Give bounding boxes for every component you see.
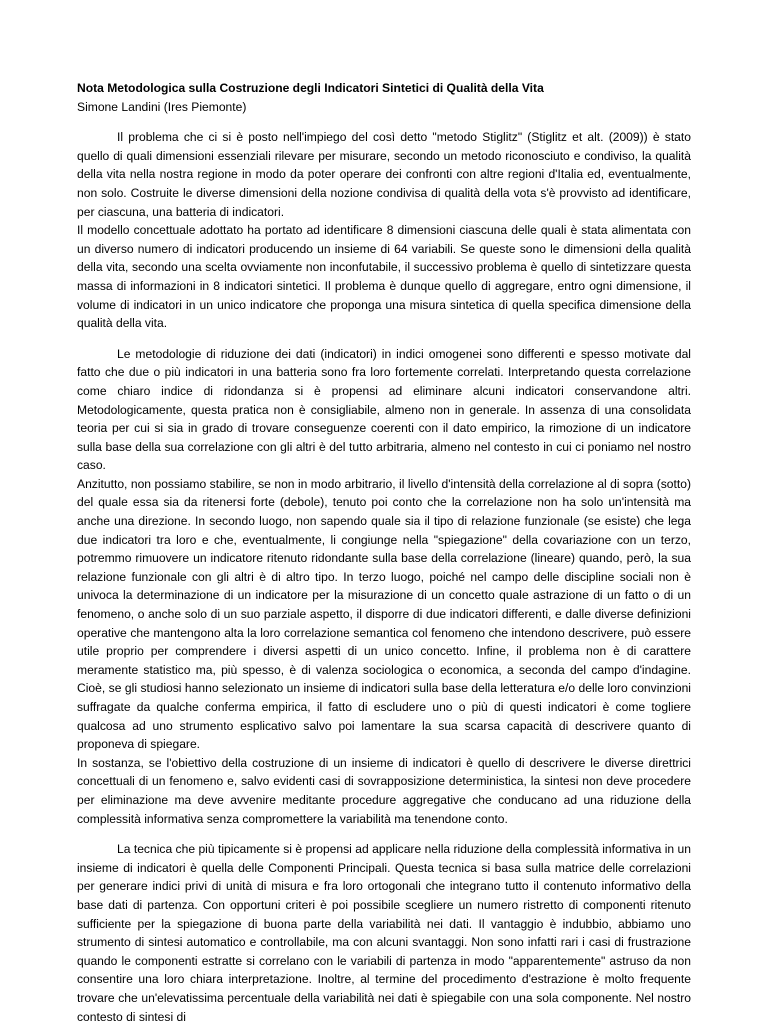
document-title: Nota Metodologica sulla Costruzione degli Indicatori Sintetici di Qualità della Vita (77, 81, 544, 95)
paragraph-stiglitz-method: Il problema che ci si è posto nell'impiego del così detto "metodo Stiglitz" (Stiglitz et alt. (2009)) è stato quello di quali dimensioni essenziali rilevare per misurare, secondo un metodo riconosciuto e condiviso, la qualità della vita nella nostra regione in modo da poter operare dei confronti con altre regioni d'Italia ed, eventualmente, non solo. Costruite le diverse dimensioni della nozione condivisa di qualità della vota s'è provvisto ad identificare, per ciascuna, una batteria di indicatori. (77, 130, 691, 219)
paragraph-principal-components: La tecnica che più tipicamente si è propensi ad applicare nella riduzione della complessità informativa in un insieme di indicatori è quella delle Componenti Principali. Questa tecnica si basa sulla matrice delle correlazioni per generare indici privi di unità di misura e fra loro ortogonali che integrano tutto il contenuto informativo della base dati di partenza. Con opportuni criteri è poi possibile scegliere un numero ristretto di componenti ritenuto sufficiente per la spiegazione di buona parte della variabilità nei dati. Il vantaggio è indubbio, abbiamo uno strumento di sintesi automatico e controllabile, ma con alcuni svantaggi. Non sono infatti rari i casi di frustrazione quando le componenti estratte si correlano con le variabili di partenza in modo "apparentemente" astruso da non consentire una loro chiara interpretazione. Inoltre, al termine del procedimento d'estrazione è molto frequente trovare che un'elevatissima percentuale della variabilità nei dati è spiegabile con una sola componente. Nel nostro contesto di sintesi di (77, 842, 691, 1024)
paragraph-reduction-methods: Le metodologie di riduzione dei dati (indicatori) in indici omogenei sono differenti e spesso motivate dal fatto che due o più indicatori in una batteria sono fra loro fortemente correlati. Interpretando questa correlazione come chiaro indice di ridondanza si è propensi ad eliminare alcuni indicatori conservandone altri. Metodologicamente, questa pratica non è consigliabile, almeno non in generale. In assenza di una consolidata teoria per cui si sia in grado di trovare conseguenze coerenti con il dato empirico, la rimozione di un indicatore sulla base della sua correlazione con gli altri è del tutto arbitraria, almeno nel contesto in cui ci poniamo nel nostro caso. (77, 346, 691, 473)
document-page (77, 79, 691, 1026)
paragraph-correlation-issues: Anzitutto, non possiamo stabilire, se non in modo arbitrario, il livello d'intensità della correlazione al di sopra (sotto) del quale essa sia da ritenersi forte (debole), tenuto poi conto che la correlazione non ha solo un'intensità ma anche una direzione. In secondo luogo, non sapendo quale sia il tipo di relazione funzionale (se esiste) che lega due indicatori tra loro e che, eventualmente, li congiunge nella "spiegazione" della covariazione con un terzo, potremmo rimuovere un indicatore ritenuto ridondante sulla base della correlazione (lineare) quando, però, la sua relazione funzionale con gli altri è di altro tipo. In terzo luogo, poiché nel campo delle discipline sociali non è univoca la determinazione di un indicatore per la misurazione di un concetto quale astrazione di un fatto o di un fenomeno, o anche solo di un suo parziale aspetto, il disporre di due indicatori differenti, e dalle diverse definizioni operative che mantengono alta la loro correlazione semantica col fenomeno che intendono descrivere, può essere utile proprio per comprendere i diversi aspetti di un unico concetto. Infine, il problema non è di carattere meramente statistico ma, più spesso, è di valenza sociologica o economica, a seconda del campo d'indagine. Cioè, se gli studiosi hanno selezionato un insieme di indicatori sulla base della letteratura e/o delle loro convinzioni suffragate da qualche conferma empirica, il fatto di escludere uno o più di questi indicatori è come togliere qualcosa ad uno strumento esplicativo salvo poi lamentare la sua scarsa capacità di descrivere quanto di proponeva di spiegare. (77, 476, 691, 752)
paragraph-summary: In sostanza, se l'obiettivo della costruzione di un insieme di indicatori è quello di descrivere le diverse direttrici concettuali di un fenomeno e, salvo evidenti casi di sovrapposizione deterministica, la sintesi non deve procedere per eliminazione ma deve avvenire meditante procedure aggregative che conducano ad una riduzione della complessità informativa senza compromettere la variabilità ma tenendone conto. (77, 755, 691, 826)
paragraph-conceptual-model: Il modello concettuale adottato ha portato ad identificare 8 dimensioni ciascuna delle quali è stata alimentata con un diverso numero di indicatori producendo un insieme di 64 variabili. Se queste sono le dimensioni della qualità della vita, secondo una scelta ovviamente non inconfutabile, il successivo problema è quello di sintetizzare questa massa di informazioni in 8 indicatori sintetici. Il problema è dunque quello di aggregare, entro ogni dimensione, il volume di indicatori in un unico indicatore che proponga una misura sintetica di quella specifica dimensione della qualità della vita. (77, 223, 691, 331)
document-author: Simone Landini (Ires Piemonte) (77, 99, 247, 114)
